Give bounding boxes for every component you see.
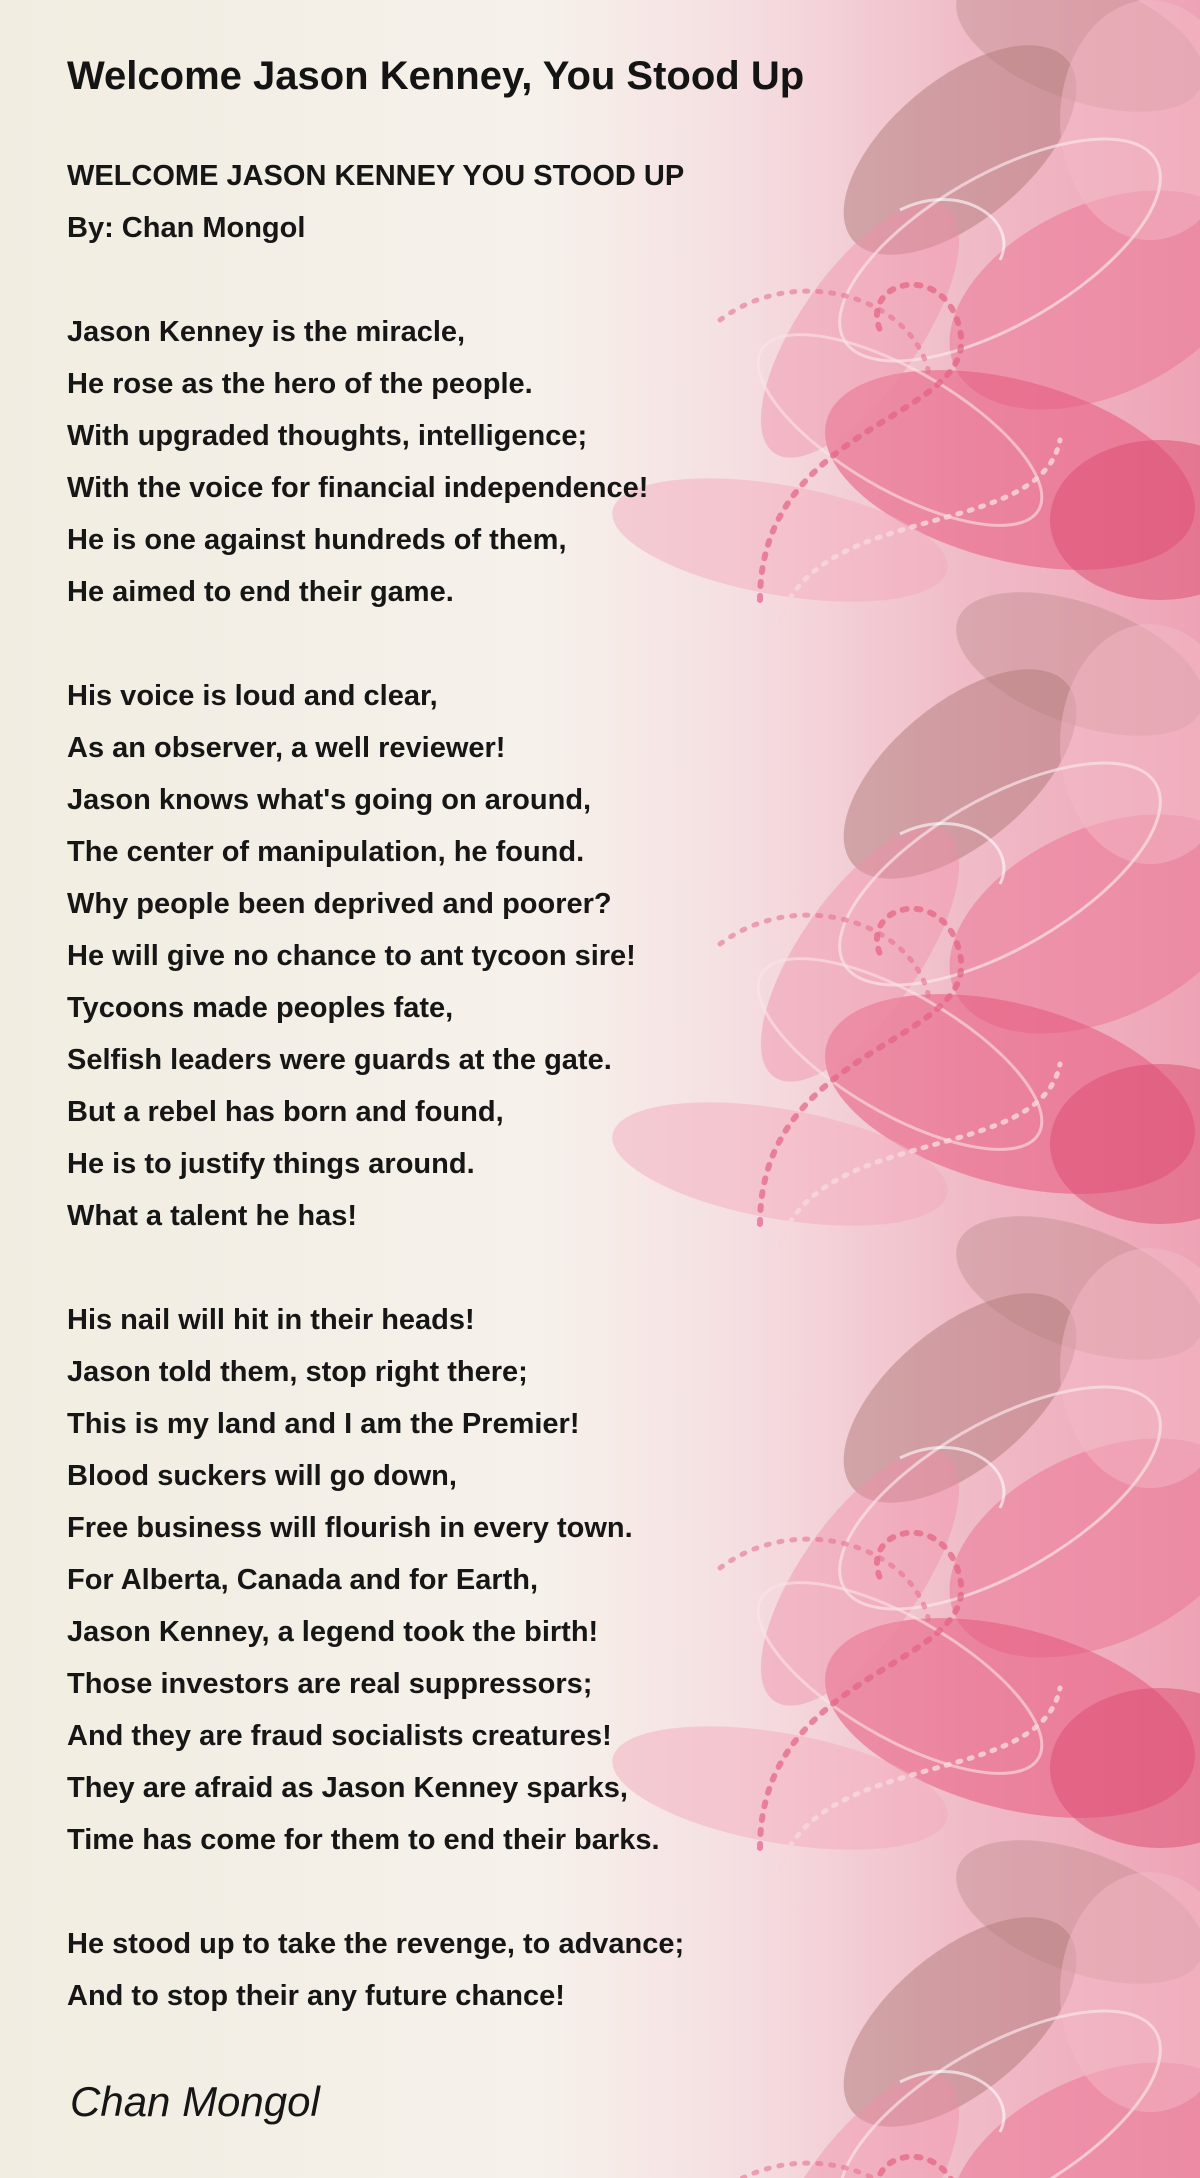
poem-line: He rose as the hero of the people. [67,368,533,400]
poem-line: For Alberta, Canada and for Earth, [67,1564,539,1596]
poem-line: With upgraded thoughts, intelligence; [67,420,588,452]
poem-byline: By: Chan Mongol [67,212,306,244]
poem-line: Jason told them, stop right there; [67,1356,528,1388]
poem-line: Jason knows what's going on around, [67,784,592,816]
poem-line: Selfish leaders were guards at the gate. [67,1044,612,1076]
poem-line: He is one against hundreds of them, [67,524,567,556]
poem-body [67,150,1167,2022]
poem-line: Free business will flourish in every town. [67,1512,633,1544]
poem-line: But a rebel has born and found, [67,1096,504,1128]
poem-line: Those investors are real suppressors; [67,1668,593,1700]
poem-line: Jason Kenney is the miracle, [67,316,466,348]
stanza-break [67,254,1167,306]
stanza-break [67,1866,1167,1918]
poem-line: Jason Kenney, a legend took the birth! [67,1616,599,1648]
poem-line: He aimed to end their game. [67,576,454,608]
poem-line: Time has come for them to end their barks. [67,1824,660,1856]
poem-line: They are afraid as Jason Kenney sparks, [67,1772,628,1804]
poem-line: This is my land and I am the Premier! [67,1408,580,1440]
poem-heading: WELCOME JASON KENNEY YOU STOOD UP [67,160,685,192]
poem-line: He is to justify things around. [67,1148,475,1180]
stanza-break [67,618,1167,670]
poem-line: He will give no chance to ant tycoon sire! [67,940,636,972]
poem-line: And they are fraud socialists creatures! [67,1720,612,1752]
poem-line: And to stop their any future chance! [67,1980,565,2012]
poem-line: He stood up to take the revenge, to advance; [67,1928,685,1960]
poem-line: Why people been deprived and poorer? [67,888,612,920]
poem-line: His voice is loud and clear, [67,680,438,712]
poem-line: His nail will hit in their heads! [67,1304,475,1336]
poem-line: The center of manipulation, he found. [67,836,585,868]
poem-line: As an observer, a well reviewer! [67,732,506,764]
author-signature: Chan Mongol [70,2078,320,2125]
poem-line: With the voice for financial independence! [67,472,649,504]
poem-line: What a talent he has! [67,1200,358,1232]
poem-title: Welcome Jason Kenney, You Stood Up [67,54,805,98]
poem-line: Tycoons made peoples fate, [67,992,454,1024]
poem-line: Blood suckers will go down, [67,1460,457,1492]
stanza-break [67,1242,1167,1294]
